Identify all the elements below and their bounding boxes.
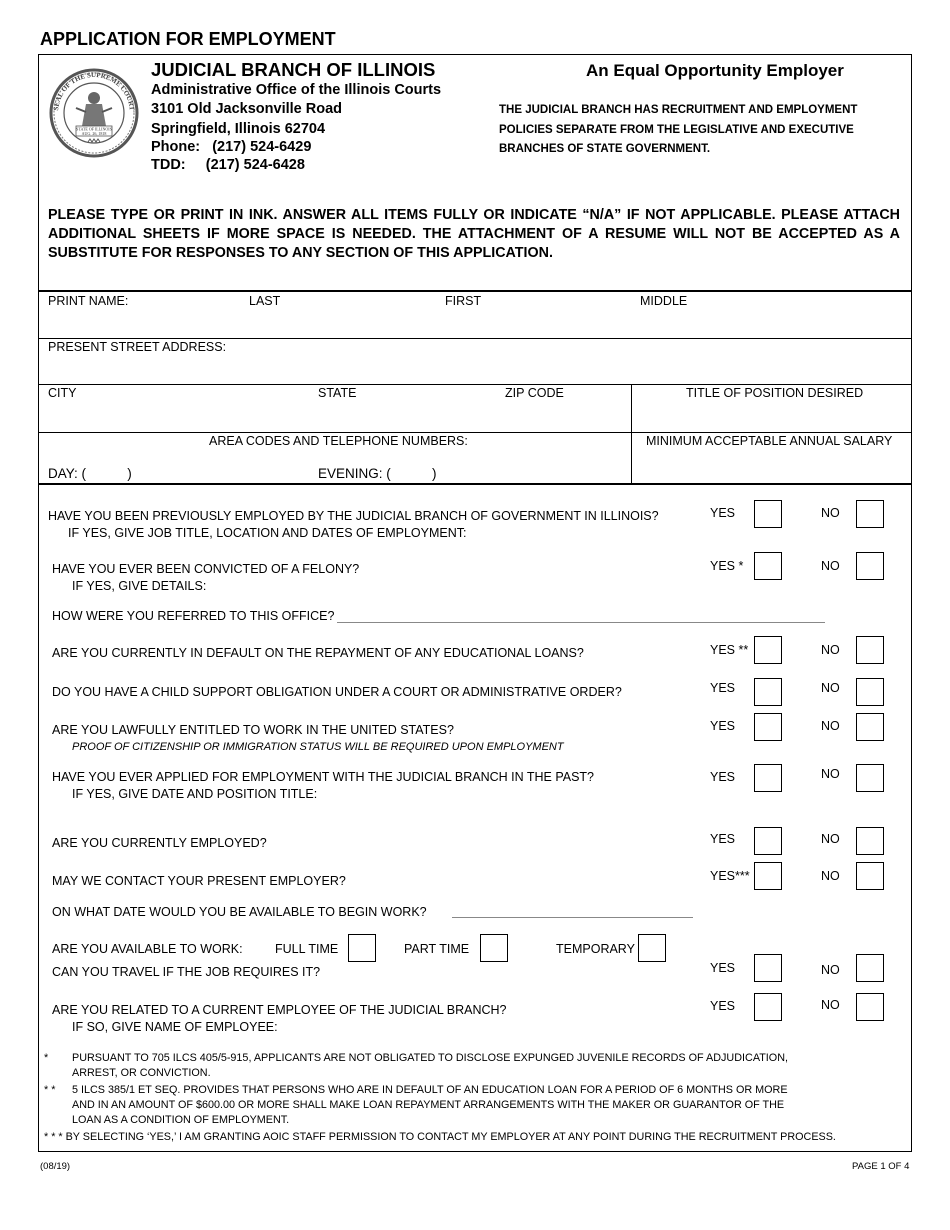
question-travel: CAN YOU TRAVEL IF THE JOB REQUIRES IT?: [52, 965, 321, 979]
divider: [38, 483, 912, 485]
svg-text:SEAL OF THE SUPREME COURT: SEAL OF THE SUPREME COURT: [52, 70, 136, 112]
page-number: PAGE 1 OF 4: [852, 1161, 910, 1172]
yes-label: YES***: [710, 869, 750, 883]
no-label: NO: [821, 832, 840, 846]
no-checkbox[interactable]: [856, 954, 884, 982]
no-checkbox[interactable]: [856, 764, 884, 792]
name-field[interactable]: [40, 311, 910, 337]
salary-label: MINIMUM ACCEPTABLE ANNUAL SALARY: [646, 434, 893, 448]
yes-checkbox[interactable]: [754, 713, 782, 741]
yes-label: YES: [710, 719, 736, 733]
question-loan-default: ARE YOU CURRENTLY IN DEFAULT ON THE REPAYMENT OF ANY EDUCATIONAL LOANS?: [52, 646, 584, 660]
yes-label: YES: [710, 681, 736, 695]
no-label: NO: [821, 643, 840, 657]
yes-label: YES: [710, 961, 736, 975]
print-name-label: PRINT NAME:: [48, 294, 129, 308]
first-name-label: FIRST: [445, 294, 482, 308]
question-contact-employer: MAY WE CONTACT YOUR PRESENT EMPLOYER?: [52, 874, 346, 888]
no-checkbox[interactable]: [856, 636, 884, 664]
temporary-label: TEMPORARY: [556, 942, 635, 956]
question-work-eligibility: ARE YOU LAWFULLY ENTITLED TO WORK IN THE UNITED STATES? PROOF OF CITIZENSHIP OR IMMIGRATION STATUS WILL BE REQUIRED UPON EMPLOYMENT: [52, 723, 564, 753]
no-checkbox[interactable]: [856, 552, 884, 580]
part-time-checkbox[interactable]: [480, 934, 508, 962]
question-child-support: DO YOU HAVE A CHILD SUPPORT OBLIGATION UNDER A COURT OR ADMINISTRATIVE ORDER?: [52, 685, 622, 699]
footnote-marker: *: [44, 1052, 49, 1064]
no-label: NO: [821, 559, 840, 573]
svg-text:AUG. 26, 1818: AUG. 26, 1818: [81, 131, 107, 136]
instructions: PLEASE TYPE OR PRINT IN INK. ANSWER ALL ITEMS FULLY OR INDICATE “N/A” IF NOT APPLICABLE. PLEASE ATTACH ADDITIONAL SHEETS IF MORE SPACE IS NEEDED. THE ATTACHMENT OF A RESUME WILL NOT BE ACCEPTED AS A SUBSTITUTE FOR RESPONSES TO ANY SECTION OF THIS APPLICATION.: [48, 207, 900, 261]
referral-input[interactable]: [337, 622, 825, 623]
question-applied-before: HAVE YOU EVER APPLIED FOR EMPLOYMENT WITH THE JUDICIAL BRANCH IN THE PAST? IF YES, GIVE DATE AND POSITION TITLE:: [52, 770, 595, 801]
street-address-field[interactable]: [40, 356, 910, 383]
court-seal-logo: [46, 68, 142, 158]
office-name: Administrative Office of the Illinois Courts: [151, 82, 442, 98]
yes-checkbox[interactable]: [754, 993, 782, 1021]
no-label: NO: [821, 681, 840, 695]
last-name-label: LAST: [249, 294, 281, 308]
org-name: JUDICIAL BRANCH OF ILLINOIS: [151, 59, 436, 80]
footnote-marker: * *: [44, 1084, 56, 1096]
yes-label: YES: [710, 770, 736, 784]
divider: [38, 384, 912, 385]
question-availability: ARE YOU AVAILABLE TO WORK:: [52, 942, 243, 956]
no-checkbox[interactable]: [856, 500, 884, 528]
divider: [38, 338, 912, 339]
question-felony: HAVE YOU EVER BEEN CONVICTED OF A FELONY? IF YES, GIVE DETAILS:: [52, 562, 360, 593]
svg-text:STATE OF ILLINOIS: STATE OF ILLINOIS: [76, 126, 112, 132]
no-label: NO: [821, 767, 840, 781]
form-title: APPLICATION FOR EMPLOYMENT: [40, 29, 336, 49]
city-label: CITY: [48, 386, 77, 400]
full-time-label: FULL TIME: [275, 942, 339, 956]
position-field[interactable]: [633, 402, 910, 432]
phone: Phone: (217) 524-6429: [151, 139, 312, 155]
question-related-employee: ARE YOU RELATED TO A CURRENT EMPLOYEE OF THE JUDICIAL BRANCH? IF SO, GIVE NAME OF EMPLOYEE:: [52, 1003, 507, 1034]
equal-opportunity-label: An Equal Opportunity Employer: [586, 61, 844, 80]
street-address: 3101 Old Jacksonville Road: [151, 101, 343, 117]
question-previously-employed: HAVE YOU BEEN PREVIOUSLY EMPLOYED BY THE JUDICIAL BRANCH OF GOVERNMENT IN ILLINOIS? IF YES, GIVE JOB TITLE, LOCATION AND DATES OF EMPLOYMENT:: [48, 509, 659, 540]
divider: [38, 432, 912, 433]
yes-checkbox[interactable]: [754, 636, 782, 664]
no-checkbox[interactable]: [856, 993, 884, 1021]
yes-checkbox[interactable]: [754, 764, 782, 792]
no-checkbox[interactable]: [856, 678, 884, 706]
position-label: TITLE OF POSITION DESIRED: [686, 386, 864, 400]
policy-statement: THE JUDICIAL BRANCH HAS RECRUITMENT AND EMPLOYMENT POLICIES SEPARATE FROM THE LEGISLATIVE AND EXECUTIVE BRANCHES OF STATE GOVERNMENT.: [499, 104, 858, 155]
divider: [631, 384, 632, 484]
footnote-expunged-records: PURSUANT TO 705 ILCS 405/5-915, APPLICANTS ARE NOT OBLIGATED TO DISCLOSE EXPUNGED JUVENILE RECORDS OF ADJUDICATION, ARREST, OR CONVICTION.: [72, 1052, 789, 1079]
temporary-checkbox[interactable]: [638, 934, 666, 962]
yes-checkbox[interactable]: [754, 552, 782, 580]
yes-label: YES: [710, 832, 736, 846]
no-checkbox[interactable]: [856, 862, 884, 890]
no-label: NO: [821, 719, 840, 733]
tdd: TDD: (217) 524-6428: [151, 157, 305, 173]
yes-label: YES **: [710, 643, 749, 657]
footnote-contact-permission: * * * BY SELECTING ‘YES,’ I AM GRANTING AOIC STAFF PERMISSION TO CONTACT MY EMPLOYER AT ANY POINT DURING THE RECRUITMENT PROCESS.: [44, 1131, 836, 1143]
state-label: STATE: [318, 386, 357, 400]
no-label: NO: [821, 963, 840, 977]
yes-label: YES *: [710, 559, 744, 573]
salary-field[interactable]: [633, 452, 910, 482]
yes-checkbox[interactable]: [754, 678, 782, 706]
no-label: NO: [821, 869, 840, 883]
question-start-date: ON WHAT DATE WOULD YOU BE AVAILABLE TO BEGIN WORK?: [52, 905, 427, 919]
question-currently-employed: ARE YOU CURRENTLY EMPLOYED?: [52, 836, 267, 850]
no-label: NO: [821, 998, 840, 1012]
no-label: NO: [821, 506, 840, 520]
yes-checkbox[interactable]: [754, 500, 782, 528]
question-referral: HOW WERE YOU REFERRED TO THIS OFFICE?: [52, 609, 335, 623]
middle-name-label: MIDDLE: [640, 294, 688, 308]
street-address-label: PRESENT STREET ADDRESS:: [48, 340, 227, 354]
yes-checkbox[interactable]: [754, 827, 782, 855]
no-checkbox[interactable]: [856, 827, 884, 855]
yes-label: YES: [710, 506, 736, 520]
footnote-education-loan: 5 ILCS 385/1 ET SEQ. PROVIDES THAT PERSONS WHO ARE IN DEFAULT OF AN EDUCATION LOAN FOR A PERIOD OF 6 MONTHS OR MORE AND IN AN AMOUNT OF $600.00 OR MORE SHALL MAKE LOAN REPAYMENT ARRANGEMENTS WITH THE MAKER OR GUARANTOR OF THE LOAN AS A CONDITION OF EMPLOYMENT.: [72, 1084, 788, 1126]
city-state-zip-field[interactable]: [40, 402, 630, 432]
evening-phone-field[interactable]: EVENING: ( ): [318, 466, 437, 481]
day-phone-field[interactable]: DAY: ( ): [48, 466, 132, 481]
part-time-label: PART TIME: [404, 942, 470, 956]
city-state-zip: Springfield, Illinois 62704: [151, 121, 326, 137]
start-date-input[interactable]: [452, 917, 693, 918]
yes-checkbox[interactable]: [754, 862, 782, 890]
yes-checkbox[interactable]: [754, 954, 782, 982]
no-checkbox[interactable]: [856, 713, 884, 741]
full-time-checkbox[interactable]: [348, 934, 376, 962]
yes-label: YES: [710, 999, 736, 1013]
revision-date: (08/19): [40, 1161, 71, 1172]
zip-label: ZIP CODE: [505, 386, 564, 400]
divider: [38, 290, 912, 292]
phones-header: AREA CODES AND TELEPHONE NUMBERS:: [209, 434, 468, 448]
